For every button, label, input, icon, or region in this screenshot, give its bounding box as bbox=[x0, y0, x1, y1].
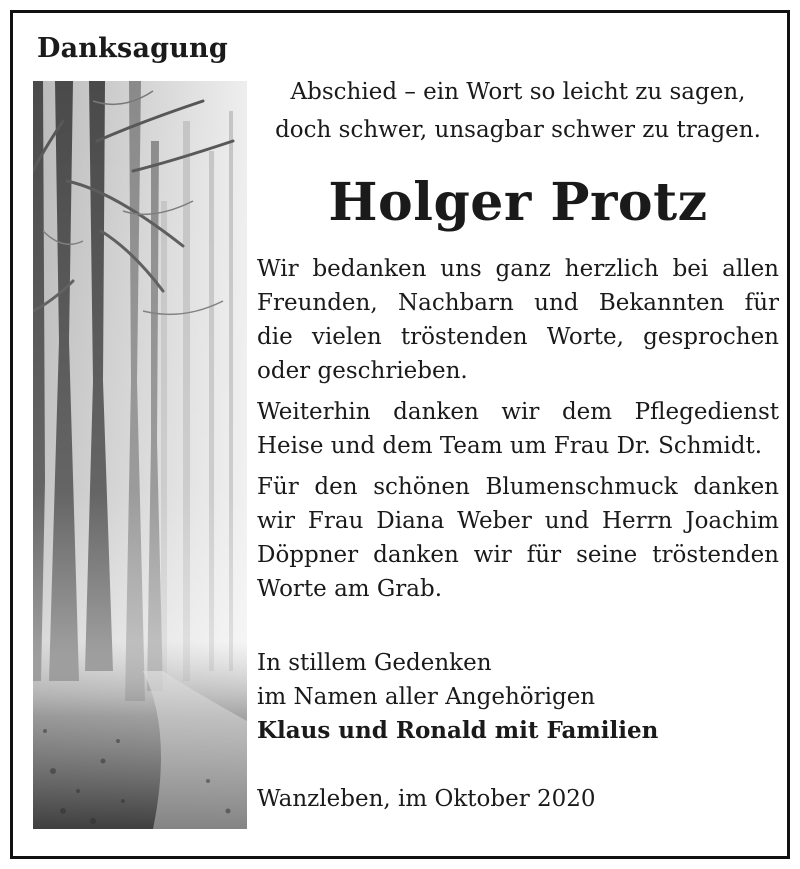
thanks-paragraph bbox=[257, 395, 779, 463]
paragraph-line: Wir bedanken uns ganz herzlich bei allen bbox=[257, 256, 779, 282]
signature: Klaus und Ronald mit Familien bbox=[257, 717, 659, 744]
paragraph-line: Worte am Grab. bbox=[257, 576, 443, 602]
notice-heading: Danksagung bbox=[37, 33, 228, 64]
paragraph-line: Weiterhin danken wir dem Pflegedienst bbox=[257, 399, 779, 425]
paragraph-line: Döppner danken wir für seine tröstenden bbox=[257, 542, 779, 568]
closing-line: In stillem Gedenken bbox=[257, 650, 492, 676]
misty-forest-photo bbox=[33, 81, 247, 829]
paragraph-line: Freunden, Nachbarn und Bekannten für bbox=[257, 290, 779, 316]
thanks-paragraph bbox=[257, 252, 779, 388]
paragraph-line: oder geschrieben. bbox=[257, 358, 468, 384]
notice-body bbox=[257, 73, 779, 816]
paragraph-line: die vielen tröstenden Worte, gesprochen bbox=[257, 324, 779, 350]
place-date: Wanzleben, im Oktober 2020 bbox=[257, 786, 596, 812]
motto-line: Abschied – ein Wort so leicht zu sagen, bbox=[290, 79, 746, 105]
motto-poem bbox=[257, 73, 779, 149]
deceased-name: Holger Protz bbox=[328, 172, 708, 233]
paragraph-line: Für den schönen Blumenschmuck danken bbox=[257, 474, 779, 500]
thanks-paragraph bbox=[257, 470, 779, 606]
paragraph-line: wir Frau Diana Weber und Herrn Joachim bbox=[257, 508, 779, 534]
paragraph-line: Heise und dem Team um Frau Dr. Schmidt. bbox=[257, 433, 763, 459]
closing-block bbox=[257, 646, 779, 748]
obituary-notice bbox=[10, 10, 790, 859]
motto-line: doch schwer, unsagbar schwer zu tragen. bbox=[275, 117, 761, 143]
closing-line: im Namen aller Angehörigen bbox=[257, 684, 596, 710]
